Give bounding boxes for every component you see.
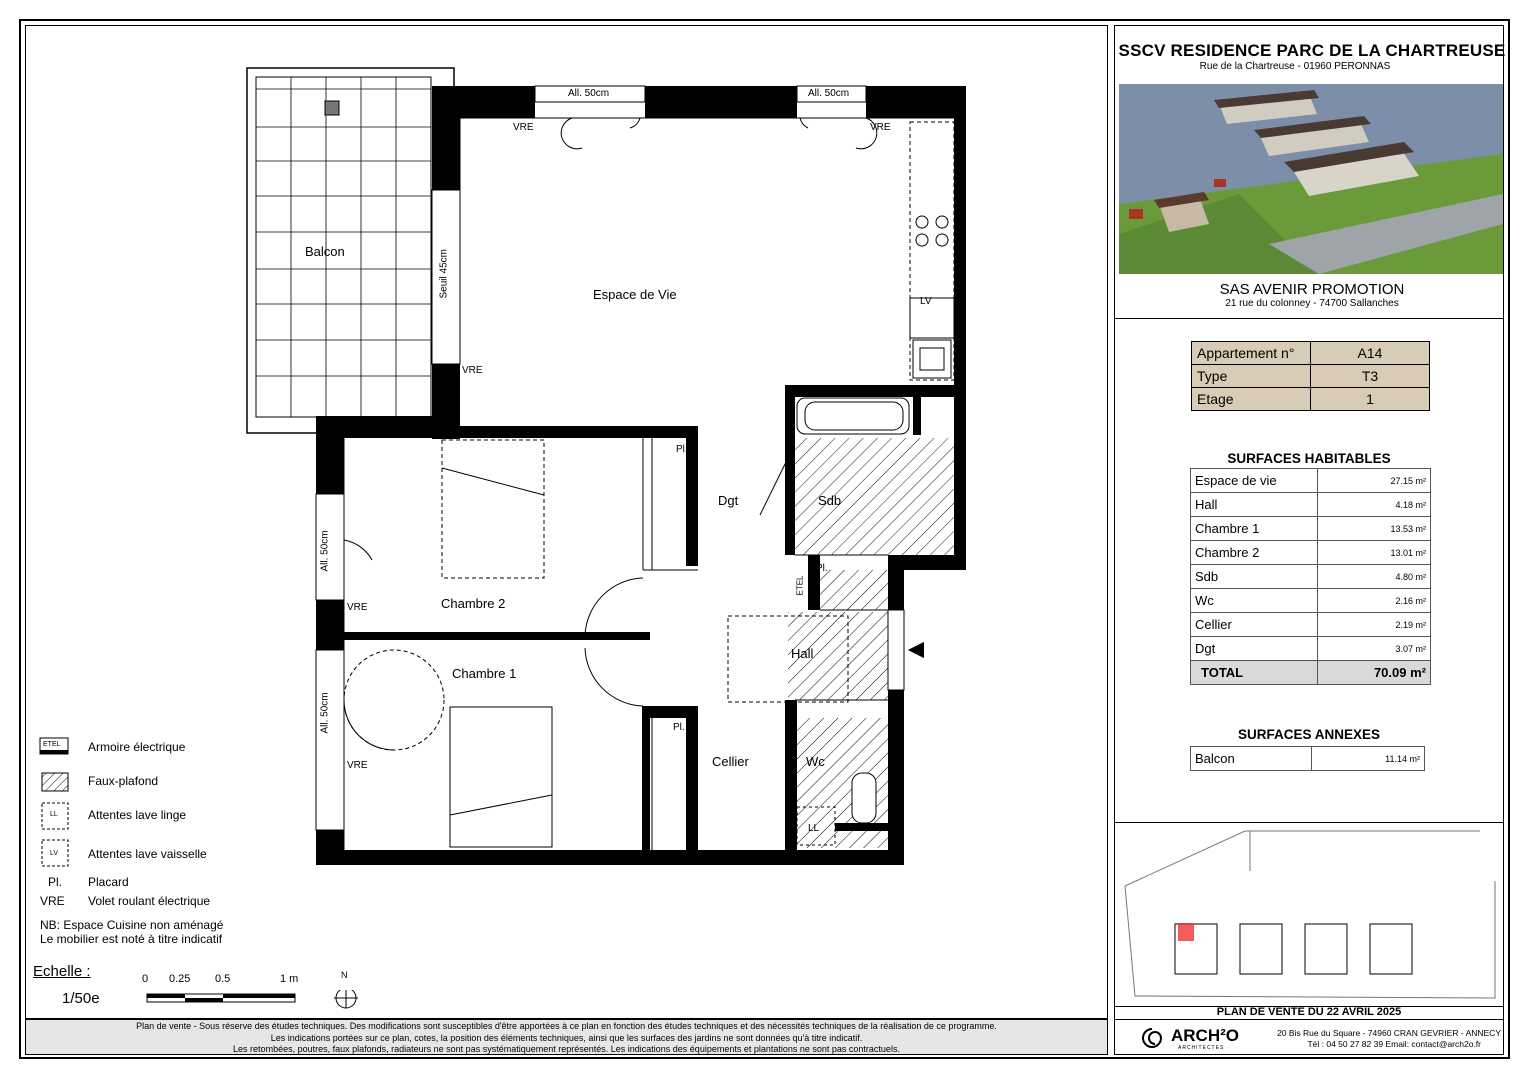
divider [1114,822,1504,823]
window-width-label: All. 50cm [568,88,610,99]
scale-tick: 1 m [280,973,299,985]
room-cellier: Cellier [712,754,749,769]
legend-note: Le mobilier est noté à titre indicatif [40,932,223,946]
architect-logo: ARCH²O [1171,1026,1239,1045]
room-dgt: Dgt [718,493,739,508]
building-rendering [1119,84,1503,274]
plan-date: PLAN DE VENTE DU 22 AVRIL 2025 [1216,1006,1402,1018]
scale-title: Echelle : [33,963,91,980]
vre-label: VRE [513,122,534,133]
surfaces-habitables-table: Espace de vie 27.15 m² Hall 4.18 m² Chambre 1 13.53 m² Chambre 2 13.01 m² Sdb 4.80 m² Wc 2.16 m² Cellier 2.19 m² Dgt 3.07 m² TOTAL 70.09 m² [1190,468,1431,685]
legend-symbols [38,730,78,870]
legend-code: LL [50,811,58,818]
room-wc: Wc [806,754,825,769]
scale-tick: 0 [142,973,149,985]
ll-label: LL [808,823,820,834]
balcony [247,68,454,433]
promoter-address: 21 rue du colonney - 74700 Sallanches [1225,298,1399,309]
etel-label: ETEL [795,575,805,596]
scale-ratio: 1/50e [62,990,100,1007]
room-sdb: Sdb [818,493,842,508]
architect-logo-sub: ARCHITECTES [1178,1045,1225,1051]
scale-tick: 0.25 [169,973,191,985]
room-chambre-1: Chambre 1 [452,666,517,681]
vre-label: VRE [870,122,891,133]
window-width-label: All. 50cm [319,692,331,734]
placard-label: Pl. [816,563,828,574]
room-chambre-2: Chambre 2 [441,596,506,611]
lv-label: LV [920,296,932,307]
seuil-label: Seuil 45cm [438,249,450,299]
vre-label: VRE [347,760,368,771]
legend-code: LV [50,850,59,857]
disclaimer: Plan de vente - Sous réserve des études techniques. Des modifications sont susceptibles d'être apportées à ce plan en fonction des études techniques et des nécessités techniques de la réalisation de ce programme. Les indications portées sur ce plan, cotes, la position des éléments techniques, ainsi que les surfaces des jardins ne sont données qu'à titre indicatif. Les retombées, poutres, faux plafonds, radiateurs ne sont pas systématiquement représentés. Les indications des équipements et plantations ne sont pas contractuels. [25,1019,1108,1055]
window-width-label: All. 50cm [319,530,331,572]
project-title: SSCV RESIDENCE PARC DE LA CHARTREUSE [1118,41,1506,60]
architect-contact: Tél : 04 50 27 82 39 Email: contact@arch2o.fr [1307,1039,1481,1049]
arch2o-logo-icon [1140,1026,1164,1050]
surfaces-annexes-table: Balcon 11.14 m² [1190,746,1425,771]
vre-label: VRE [347,602,368,613]
architect-address: 20 Bis Rue du Square - 74960 CRAN GEVRIER - ANNECY [1277,1028,1501,1038]
scale-tick: 0.5 [215,973,231,985]
location-map [1120,826,1500,1006]
placard-label: Pl. [676,444,688,455]
divider [1114,1019,1504,1020]
legend-note: NB: Espace Cuisine non aménagé [40,918,224,932]
apartment-table: Appartement n° A14 Type T3 Etage 1 [1191,341,1430,411]
window-width-label: All. 50cm [808,88,850,99]
north-icon: N [341,970,348,980]
promoter-name: SAS AVENIR PROMOTION [1219,281,1405,298]
room-espace-de-vie: Espace de Vie [593,287,677,302]
placard-label: Pl. [673,722,685,733]
surfaces-habitables-title: SURFACES HABITABLES [1227,451,1391,466]
room-balcon: Balcon [305,244,345,259]
room-hall: Hall [791,646,814,661]
vre-label: VRE [462,365,483,376]
divider [1114,318,1504,319]
surfaces-annexes-title: SURFACES ANNEXES [1237,727,1381,742]
project-address: Rue de la Chartreuse - 01960 PERONNAS [1199,61,1391,72]
legend-code: ETEL [43,741,61,748]
scale-bar [146,990,366,1010]
